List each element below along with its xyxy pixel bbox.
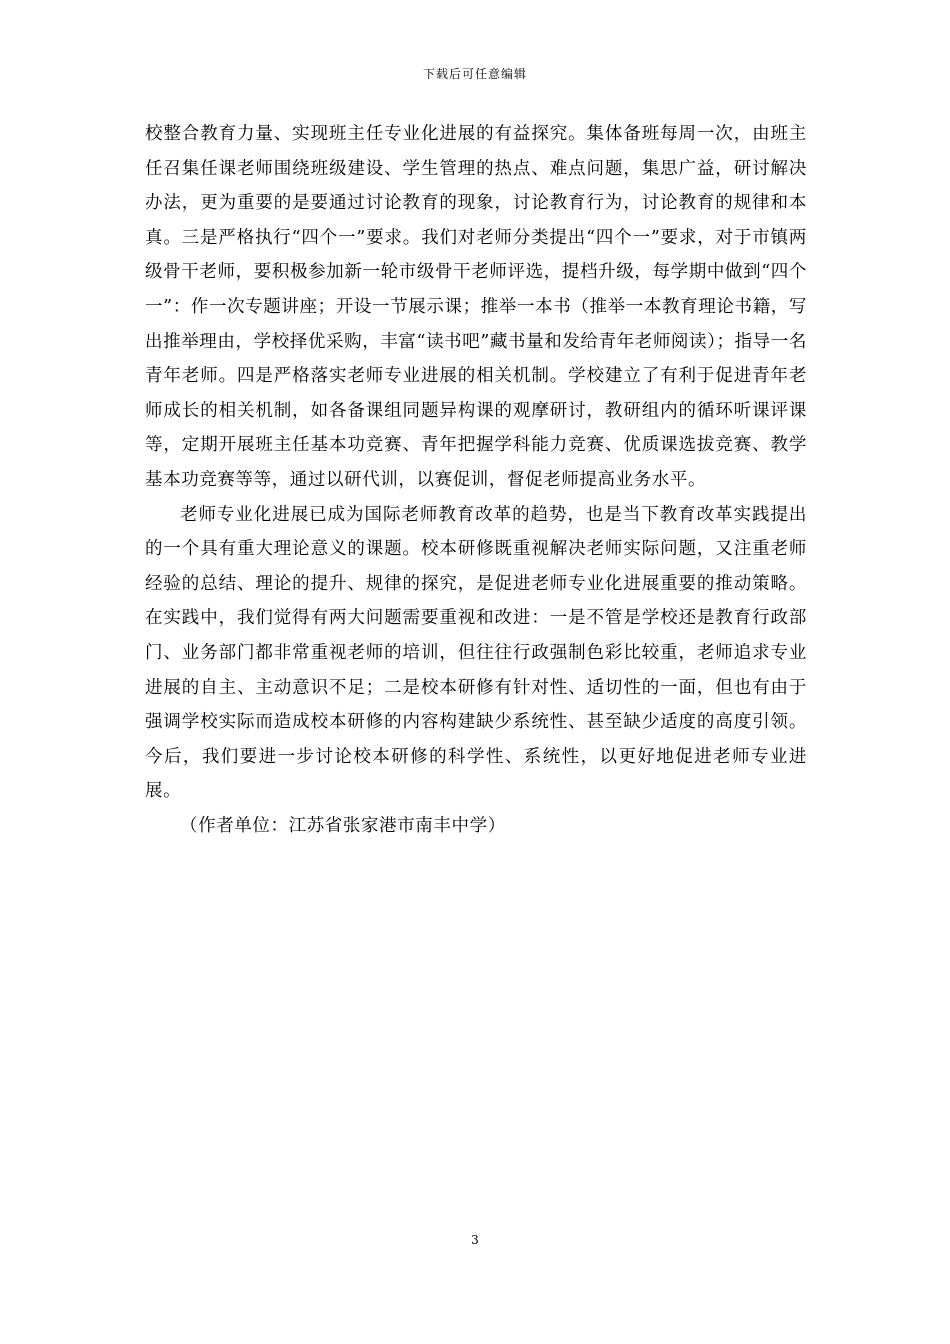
author-affiliation: （作者单位：江苏省张家港市南丰中学） — [180, 815, 506, 836]
document-body — [145, 117, 807, 843]
paragraph-2: 老师专业化进展已成为国际老师教育改革的趋势，也是当下教育改革实践提出的一个具有重大理论意义的课题。校本研修既重视解决老师实际问题，又注重老师经验的总结、理论的提升、规律的探究，是促进老师专业化进展重要的推动策略。在实践中，我们觉得有两大问题需要重视和改进：一是不管是学校还是教育行政部门、业务部门都非常重视老师的培训，但往往行政强制色彩比较重，老师追求专业进展的自主、主动意识不足；二是校本研修有针对性、适切性的一面，但也有由于强调学校实际而造成校本研修的内容构建缺少系统性、甚至缺少适度的高度引领。今后，我们要进一步讨论校本研修的科学性、系统性，以更好地促进老师专业进展。 — [145, 504, 807, 802]
paragraph-1: 校整合教育力量、实现班主任专业化进展的有益探究。集体备班每周一次，由班主任召集任课老师围绕班级建设、学生管理的热点、难点问题，集思广益，研讨解决办法，更为重要的是要通过讨论教育的现象，讨论教育行为，讨论教育的规律和本真。三是严格执行“四个一”要求。我们对老师分类提出“四个一”要求，对于市镇两级骨干老师，要积极参加新一轮市级骨干老师评选，提档升级，每学期中做到“四个一”：作一次专题讲座；开设一节展示课；推举一本书（推举一本教育理论书籍，写出推举理由，学校择优采购，丰富“读书吧”藏书量和发给青年老师阅读）；指导一名青年老师。四是严格落实老师专业进展的相关机制。学校建立了有利于促进青年老师成长的相关机制，如各备课组同题异构课的观摩研讨，教研组内的循环听课评课等，定期开展班主任基本功竞赛、青年把握学科能力竞赛、优质课选拔竞赛、教学基本功竞赛等等，通过以研代训，以赛促训，督促老师提高业务水平。 — [145, 124, 807, 490]
page-number: 3 — [471, 1233, 479, 1247]
page-header: 下载后可任意编辑 — [422, 67, 527, 81]
